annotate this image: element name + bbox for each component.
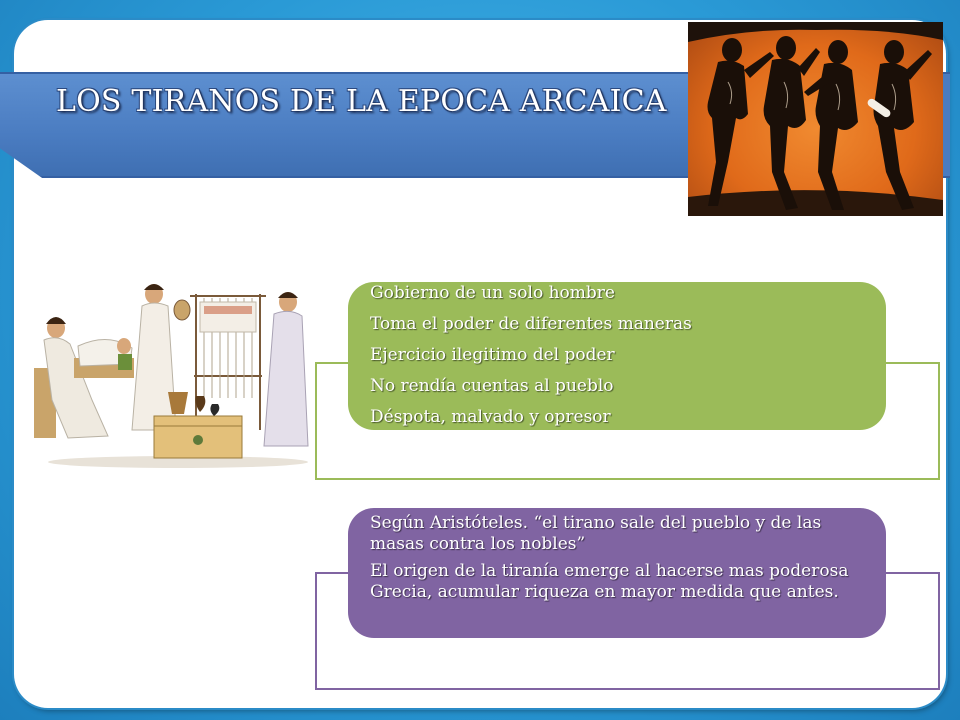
weaving-scene-image (28, 280, 310, 470)
characteristic-item: Gobierno de un solo hombre (370, 283, 615, 303)
characteristic-item: No rendía cuentas al pueblo (370, 376, 614, 396)
greek-vase-image (688, 22, 943, 216)
origin-box (348, 508, 886, 638)
origin-item: El origen de la tiranía emerge al hacerse mas poderosa Grecia, acumular riqueza en mayor medida que antes. (370, 561, 849, 602)
characteristic-item: Ejercicio ilegitimo del poder (370, 345, 615, 365)
characteristic-item: Toma el poder de diferentes maneras (370, 314, 692, 334)
characteristics-box (348, 282, 886, 430)
origin-item: Según Aristóteles. “el tirano sale del pueblo y de las masas contra los nobles” (370, 513, 822, 554)
slide-title: LOS TIRANOS DE LA EPOCA ARCAICA (56, 84, 667, 119)
characteristic-item: Déspota, malvado y opresor (370, 407, 611, 427)
